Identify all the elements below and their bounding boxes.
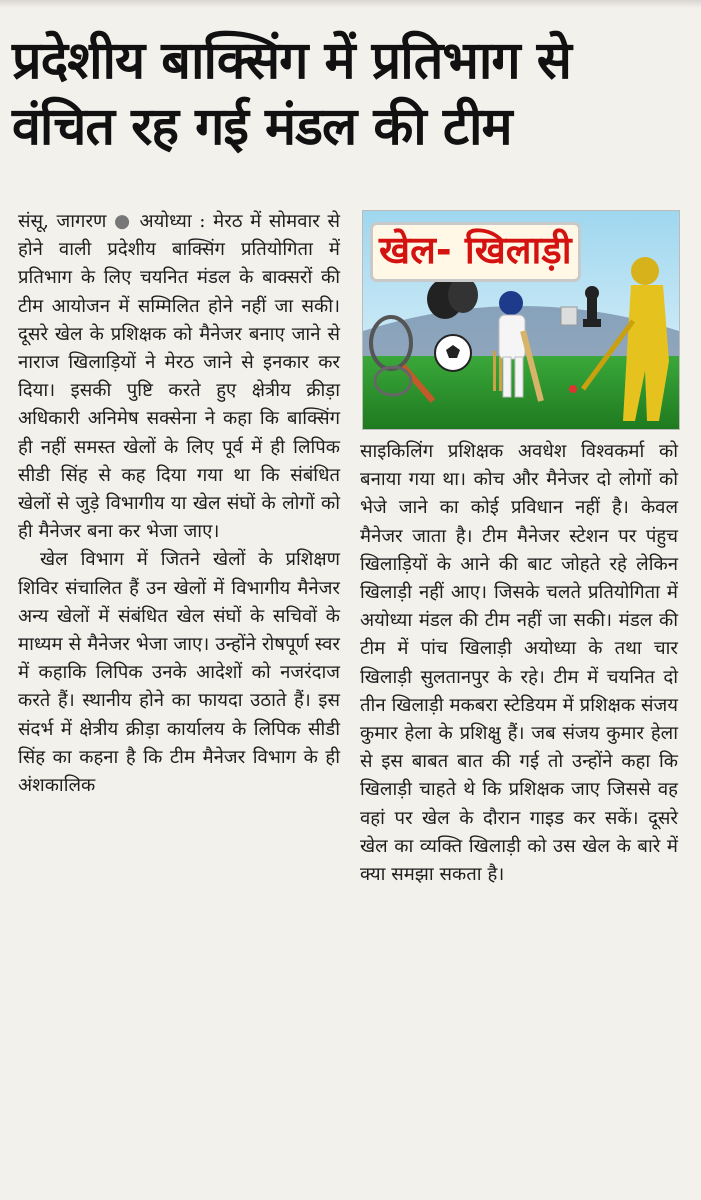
headline [12, 28, 692, 160]
byline-place: अयोध्या : [139, 211, 206, 232]
headline-line-1: प्रदेशीय बाक्सिंग में प्रतिभाग से [12, 31, 571, 91]
article-column-right [360, 438, 678, 889]
article-column-left [18, 208, 340, 800]
bullet-dot-icon: ● [114, 211, 132, 232]
sports-graphic [362, 210, 680, 430]
headline-line-2: वंचित रह गई मंडल की टीम [12, 97, 512, 157]
graphic-title: खेल- खिलाड़ी [373, 225, 578, 279]
paragraph-text: मेरठ में सोमवार से होने वाली प्रदेशीय बाक्सिंग प्रतियोगिता में प्रतिभाग के लिए चयनित मंडल के बाक्सरों की टीम आयोजन में सम्मिलित होने नहीं जा सकी। दूसरे खेल के प्रशिक्षक को मैनेजर बनाए जाने से नाराज खिलाड़ियों ने मेरठ जाने से इनकार कर दिया। इसकी पुष्टि करते हुए क्षेत्रीय क्रीड़ा अधिकारी अनिमेष सक्सेना ने कहा कि बाक्सिंग ही नहीं समस्त खेलों के लिए पूर्व में ही लिपिक सीडी सिंह से कह दिया गया था कि संबंधित खेलों से जुड़े विभागीय या खेल संघों के लोगों को ही मैनेजर बना कर भेजा जाए। [18, 211, 340, 543]
article-paragraph-3: साइकिलिंग प्रशिक्षक अवधेश विश्वकर्मा को बनाया गया था। कोच और मैनेजर दो लोगों को भेजे जाने का कोई प्रविधान नहीं है। केवल मैनेजर जाता है। टीम मैनेजर स्टेशन पर पंहुच खिलाड़ियों के आने की बाट जोहते रहे लेकिन खिलाड़ी नहीं आए। जिसके चलते प्रतियोगिता में अयोध्या मंडल की टीम नहीं जा सकी। मंडल की टीम में पांच खिलाड़ी अयोध्या के तथा चार खिलाड़ी सुलतानपुर के रहे। टीम में चयनित दो तीन खिलाड़ी मकबरा स्टेडियम में प्रशिक्षक संजय कुमार हेला के प्रशिक्षु हैं। जब संजय कुमार हेला से इस बाबत बात की गई तो उन्होंने कहा कि खिलाड़ी चाहते थे कि प्रशिक्षक जाए जिससे वह वहां पर खेल के दौरान गाइड कर सकें। दूसरे खेल का व्यक्ति खिलाड़ी को उस खेल के बारे में क्या समझा सकता है। [360, 441, 678, 886]
football-icon [435, 335, 471, 371]
article-paragraph-1 [18, 208, 340, 546]
top-edge [0, 0, 701, 8]
article-paragraph-2: खेल विभाग में जितने खेलों के प्रशिक्षण शिविर संचालित हैं उन खेलों में विभागीय मैनेजर अन्य खेलों में संबंधित खेल संघों के सचिवों के माध्यम से मैनेजर भेजा जाए। उन्होंने रोषपूर्ण स्वर में कहाकि लिपिक उनके आदेशों को नजरंदाज करते हैं। स्थानीय होने का फायदा उठाते हैं। इस संदर्भ में क्षेत्रीय क्रीड़ा कार्यालय के लिपिक सीडी सिंह का कहना है कि टीम मैनेजर विभाग के ही अंशकालिक [18, 549, 340, 797]
byline-source: संसू, जागरण [18, 211, 107, 232]
